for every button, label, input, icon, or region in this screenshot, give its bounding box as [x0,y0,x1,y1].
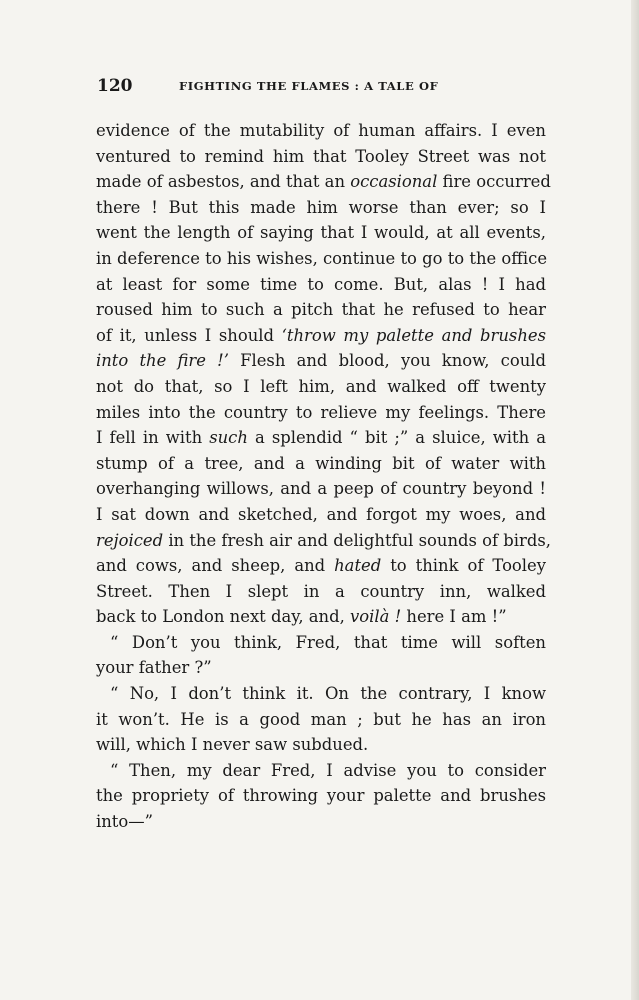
text-segment: I sat down and sketched, and forgot my woes, and [96,504,546,524]
text-line [96,425,546,451]
text-segment: made of asbestos, and that an [96,172,351,192]
text-line [96,783,546,809]
page-number: 120 [97,76,133,96]
text-line [96,374,546,400]
running-head: FIGHTING THE FLAMES : A TALE OF [179,79,439,93]
text-segment: I fell in with [96,428,210,448]
text-line [96,272,546,298]
text-segment: it won’t. He is a good man ; but he has an iron [96,709,546,729]
italic-text: such [209,428,248,448]
text-segment: into—” [96,812,154,832]
text-segment: of it, unless I should [96,325,282,345]
text-segment: ventured to remind him that Tooley Street was not [96,146,546,166]
text-segment: roused him to such a pitch that he refused to hear [96,300,546,320]
italic-text: hated [334,556,382,576]
text-line [96,323,546,349]
text-line [96,195,546,221]
text-line [96,630,546,656]
text-segment: your father ?” [96,658,212,678]
italic-text: voilà ! [350,607,402,627]
text-line [96,809,546,835]
text-segment: will, which I never saw subdued. [96,735,369,755]
text-segment: “ Then, my dear Fred, I advise you to consider [110,760,546,780]
page-edge-shadow [631,0,639,1000]
text-line [96,451,546,477]
text-segment: “ No, I don’t think it. On the contrary, I know [110,684,546,704]
text-line [96,681,546,707]
text-line [96,579,546,605]
text-line [96,553,546,579]
text-segment: and cows, and sheep, and [96,556,335,576]
text-segment: Street. Then I slept in a country inn, walked [96,581,546,601]
text-line [96,297,546,323]
text-line [96,144,546,170]
text-line [96,118,546,144]
text-segment: stump of a tree, and a winding bit of water with [96,453,546,473]
text-segment: not do that, so I left him, and walked off twenty [96,376,546,396]
text-segment: miles into the country to relieve my feelings. There [96,402,546,422]
text-segment: there ! But this made him worse than ever; so I [96,197,546,217]
text-line [96,476,546,502]
page-header [97,76,537,102]
text-segment: to think of Tooley [381,556,547,576]
text-segment: a splendid “ bit ;” a sluice, with a [247,428,546,448]
text-line [96,528,551,554]
text-segment: overhanging willows, and a peep of country beyond ! [96,479,546,499]
text-segment: in deference to his wishes, continue to go to the office [96,248,548,268]
text-segment: in the fresh air and delightful sounds of birds, [163,530,551,550]
text-segment: at least for some time to come. But, alas ! I had [96,274,546,294]
text-line [96,246,546,272]
italic-text: occasional [350,172,438,192]
text-segment: fire occurred [437,172,551,192]
text-segment: went the length of saying that I would, at all events, [96,223,546,243]
text-segment: back to London next day, and, [96,607,350,627]
italic-text: rejoiced [96,530,164,550]
body-text [96,118,551,835]
italic-text: ‘throw my palette and brushes [281,325,546,345]
text-line [96,502,546,528]
text-line [96,732,546,758]
text-line [96,220,546,246]
text-segment: the propriety of throwing your palette and brushes [96,786,546,806]
italic-text: into the fire !’ [96,351,229,371]
text-line [96,348,546,374]
text-segment: Flesh and blood, you know, could [228,351,546,371]
text-segment: evidence of the mutability of human affairs. I even [96,121,546,140]
text-segment: “ Don’t you think, Fred, that time will soften [110,632,546,652]
text-line [96,707,546,733]
text-line [96,758,546,784]
text-line [96,655,546,681]
text-segment: here I am !” [401,607,507,627]
text-line [96,400,546,426]
text-line [96,169,551,195]
text-line [96,604,546,630]
